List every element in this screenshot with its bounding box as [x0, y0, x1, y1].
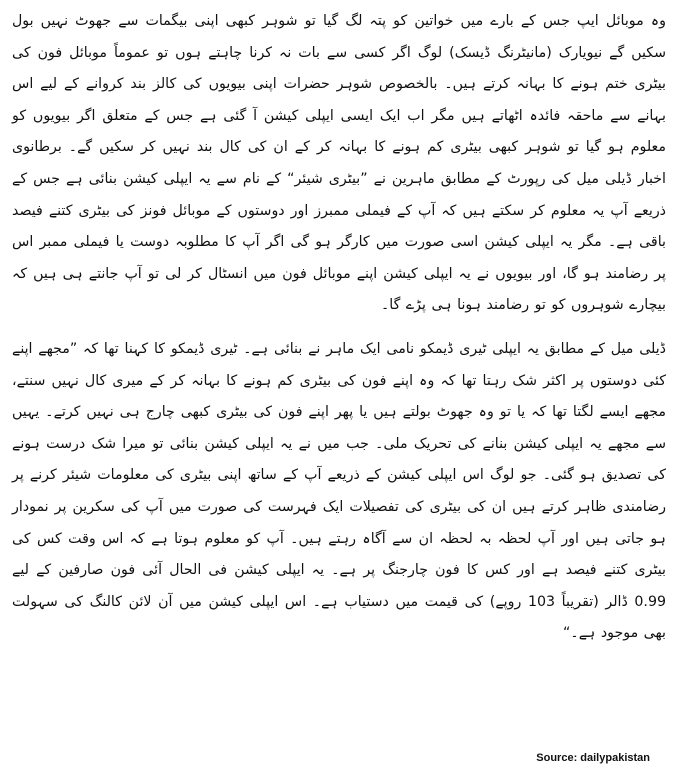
article-paragraph: وہ موبائل ایپ جس کے بارے میں خواتین کو پتہ لگ گیا تو شوہر کبھی اپنی بیگمات سے جھوٹ نہیں بول سکیں گے نیویارک (مانیٹرنگ ڈیسک) لوگ اگر کسی سے بات نہ کرنا چاہتے ہوں تو عموماً موبائل فون کی بیٹری ختم ہونے کا بہانہ کرتے ہیں۔ بالخصوص شوہر حضرات اپنی بیویوں کی کالز بند کروانے کے لیے اس بہانے سے ماحقہ فائدہ اٹھاتے ہیں مگر اب ایک ایسی ایپلی کیشن آ گئی ہے جس کے متعلق اگر بیویوں کو معلوم ہو گیا تو شوہر کبھی بیٹری کم ہونے کا بہانہ کر کے ان کی کال بند نہیں کر سکیں گے۔ برطانوی اخبار ڈیلی میل کی رپورٹ کے مطابق ماہرین نے ”بیٹری شیئر“ کے نام سے یہ ایپلی کیشن بنائی ہے جس کے ذریعے آپ یہ معلوم کر سکتے ہیں کہ آپ کے فیملی ممبرز اور دوستوں کے موبائل فونز کی بیٹری کتنے فیصد باقی ہے۔ مگر یہ ایپلی کیشن اسی صورت میں کارگر ہو گی اگر آپ کا مطلوبہ دوست یا فیملی ممبر اس پر رضامند ہو گا، اور بیویوں نے یہ ایپلی کیشن اپنے موبائل فون میں انسٹال کر لی تو آپ جانتے ہی ہیں کہ بیچارے شوہروں کو تو رضامند ہونا ہی پڑے گا۔	[12, 13, 666, 314]
article-paragraph: ڈیلی میل کے مطابق یہ ایپلی ٹیری ڈیمکو نامی ایک ماہر نے بنائی ہے۔ ٹیری ڈیمکو کا کہنا تھا کہ ”مجھے اپنے کئی دوستوں پر اکثر شک رہتا تھا کہ وہ اپنے فون کی بیٹری کم ہونے کا بہانہ کر کے میری کال نہیں سنتے، مجھے ایسے لگتا تھا کہ یا تو وہ جھوٹ بولتے ہیں یا پھر اپنے فون کی بیٹری کبھی چارج ہی نہیں کرتے۔ یہیں سے مجھے یہ ایپلی کیشن بنانے کی تحریک ملی۔ جب میں نے یہ ایپلی کیشن بنائی تو میرا شک درست ہونے کی تصدیق ہو گئی۔ جو لوگ اس ایپلی کیشن کے ذریعے آپ کے ساتھ اپنی بیٹری کی معلومات شیئر کرنے پر رضامندی ظاہر کرتے ہیں ان کی بیٹری کی تفصیلات ایک فہرست کی صورت میں آپ کی سکرین پر نمودار ہو جاتی ہیں اور آپ لحظہ بہ لحظہ ان سے آگاہ رہتے ہیں۔ آپ کو معلوم ہوتا ہے کہ اس وقت کس کی بیٹری کتنے فیصد ہے اور کس کا فون چارجنگ پر ہے۔ یہ ایپلی کیشن فی الحال آئی فون صارفین کے لیے 0.99 ڈالر (تقریباً 103 روپے) کی قیمت میں دستیاب ہے۔ اس ایپلی کیشن میں آن لائن کالنگ کی سہولت بھی موجود ہے۔“	[12, 340, 666, 642]
source-credit: Source: dailypakistan	[536, 752, 650, 764]
article-body	[12, 6, 666, 650]
